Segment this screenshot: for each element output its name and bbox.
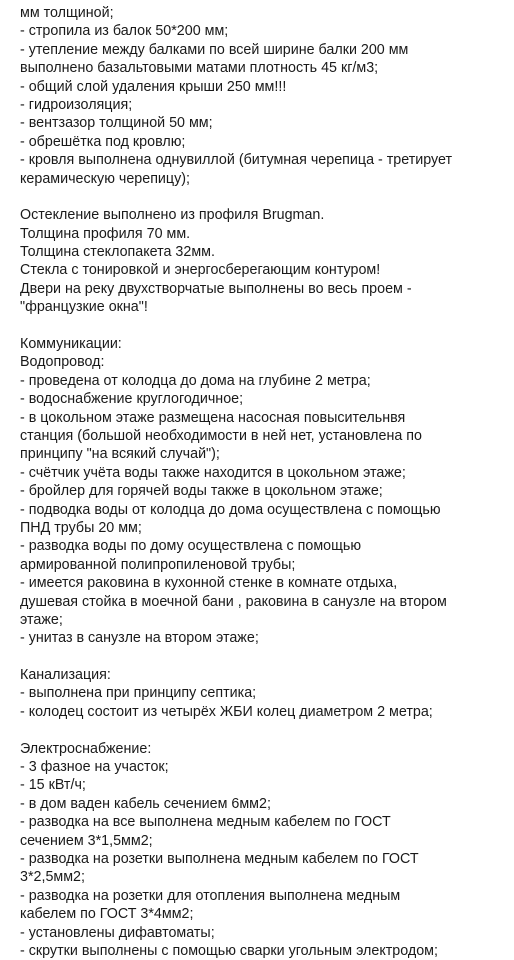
text-line: - проведена от колодца до дома на глубине 2 метра;	[20, 372, 371, 389]
blank-line	[20, 648, 510, 666]
text-line: Электроснабжение:	[20, 740, 152, 757]
text-line: Водопровод:	[20, 354, 105, 371]
text-line: керамическую черепицу);	[20, 170, 190, 187]
text-line: - подводка воды от колодца до дома осуществлена с помощью	[20, 501, 441, 518]
text-line: 3*2,5мм2;	[20, 869, 85, 886]
text-line: Толщина стеклопакета 32мм.	[20, 244, 215, 261]
blank-line	[20, 188, 510, 206]
text-line: - обрешётка под кровлю;	[20, 133, 186, 150]
text-line: кабелем по ГОСТ 3*4мм2;	[20, 906, 194, 923]
text-line: Коммуникации:	[20, 336, 122, 353]
text-line: - установлены дифавтоматы;	[20, 924, 215, 941]
text-line: - 3 фазное на участок;	[20, 759, 169, 776]
document-text	[20, 4, 510, 960]
text-line: - в дом ваден кабель сечением 6мм2;	[20, 795, 271, 812]
text-line: - разводка на розетки для отопления выполнена медным	[20, 887, 401, 904]
text-line: - 15 кВт/ч;	[20, 777, 86, 794]
text-line: Канализация:	[20, 667, 111, 684]
text-line: Толщина профиля 70 мм.	[20, 225, 191, 242]
text-line: - скрутки выполнены с помощью сварки угольным электродом;	[20, 942, 438, 959]
text-line: - общий слой удаления крыши 250 мм!!!	[20, 78, 287, 95]
text-line: мм толщиной;	[20, 5, 114, 21]
blank-line	[20, 317, 510, 335]
text-line: этаже;	[20, 611, 63, 628]
text-line: Стекла с тонировкой и энергосберегающим контуром!	[20, 262, 381, 279]
text-line: Остекление выполнено из профиля Brugman.	[20, 207, 325, 224]
text-line: душевая стойка в моечной бани , раковина в санузле на втором	[20, 593, 447, 610]
text-line: принципу "на всякий случай");	[20, 446, 220, 463]
text-line: ПНД трубы 20 мм;	[20, 519, 142, 536]
text-line: станция (большой необходимости в ней нет, установлена по	[20, 427, 422, 444]
text-line: - гидроизоляция;	[20, 96, 133, 113]
text-line: выполнено базальтовыми матами плотность 45 кг/м3;	[20, 60, 379, 77]
text-line: - разводка на розетки выполнена медным кабелем по ГОСТ	[20, 850, 419, 867]
blank-line	[20, 721, 510, 739]
text-line: "французкие окна"!	[20, 299, 148, 316]
text-line: - колодец состоит из четырёх ЖБИ колец диаметром 2 метра;	[20, 703, 433, 720]
text-line: - водоснабжение круглогодичное;	[20, 391, 244, 408]
text-line: - вентзазор толщиной 50 мм;	[20, 115, 213, 132]
text-line: - разводка воды по дому осуществлена с помощью	[20, 538, 362, 555]
text-line: - кровля выполнена однувиллой (битумная черепица - третирует	[20, 152, 453, 169]
text-line: - счётчик учёта воды также находится в цокольном этаже;	[20, 464, 406, 481]
text-line: Двери на реку двухстворчатые выполнены во весь проем -	[20, 280, 412, 297]
text-line: - выполнена при принципу септика;	[20, 685, 257, 702]
text-line: сечением 3*1,5мм2;	[20, 832, 153, 849]
text-line: - стропила из балок 50*200 мм;	[20, 23, 229, 40]
text-line: - в цокольном этаже размещена насосная повысительнвя	[20, 409, 406, 426]
text-line: - имеется раковина в кухонной стенке в комнате отдыха,	[20, 575, 398, 592]
text-line: - разводка на все выполнена медным кабелем по ГОСТ	[20, 814, 391, 831]
text-line: армированной полипропиленовой трубы;	[20, 556, 296, 573]
text-line: - бройлер для горячей воды также в цокольном этаже;	[20, 483, 383, 500]
text-line: - унитаз в санузле на втором этаже;	[20, 630, 259, 647]
text-line: - утепление между балками по всей ширине балки 200 мм	[20, 41, 409, 58]
